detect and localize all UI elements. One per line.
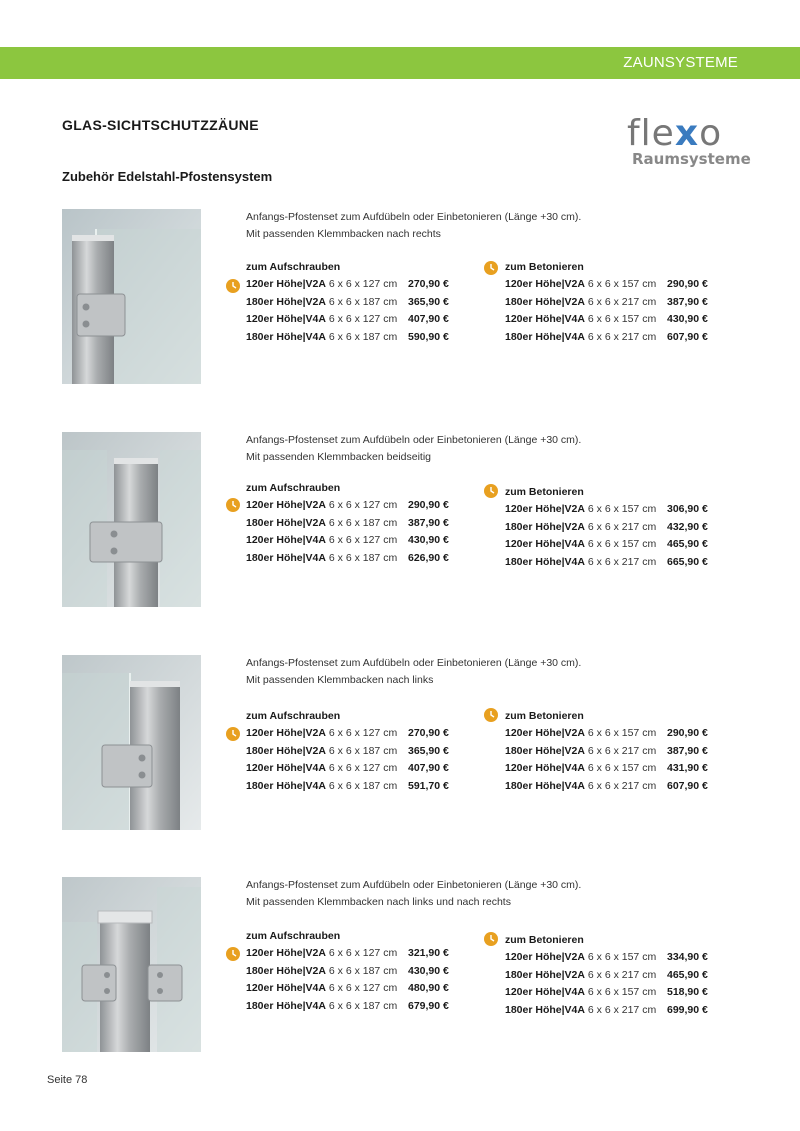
variant-dimensions: 6 x 6 x 217 cm xyxy=(587,779,657,792)
price-row xyxy=(246,311,461,329)
variant-name: 120er Höhe|V4A xyxy=(505,986,585,998)
variant-price: 321,90 € xyxy=(408,947,449,959)
variant-dimensions: 6 x 6 x 187 cm xyxy=(328,551,398,564)
price-row xyxy=(505,536,720,554)
table-title: zum Betonieren xyxy=(505,934,584,946)
variant-name: 120er Höhe|V2A xyxy=(505,727,585,739)
clock-icon xyxy=(226,498,240,512)
table-title: zum Aufschrauben xyxy=(246,261,341,273)
variant-price: 607,90 € xyxy=(667,330,708,343)
price-row xyxy=(505,743,720,761)
variant-name: 120er Höhe|V4A xyxy=(246,534,326,546)
variant-dimensions: 6 x 6 x 217 cm xyxy=(587,1003,657,1016)
variant-price: 431,90 € xyxy=(667,762,708,774)
description-line: Mit passenden Klemmbacken beidseitig xyxy=(246,451,432,463)
price-row xyxy=(246,963,461,981)
price-row xyxy=(505,294,720,312)
variant-price: 365,90 € xyxy=(408,295,449,308)
variant-price: 590,90 € xyxy=(408,330,449,343)
price-row xyxy=(505,967,720,985)
clock-icon xyxy=(484,708,498,722)
description-line: Anfangs-Pfostenset zum Aufdübeln oder Einbetonieren (Länge +30 cm). xyxy=(246,879,582,891)
product-photo xyxy=(62,209,201,384)
variant-dimensions: 6 x 6 x 157 cm xyxy=(587,278,657,290)
variant-price: 430,90 € xyxy=(408,534,449,546)
variant-name: 120er Höhe|V2A xyxy=(246,727,326,739)
variant-price: 699,90 € xyxy=(667,1003,708,1016)
variant-dimensions: 6 x 6 x 127 cm xyxy=(328,499,398,511)
variant-dimensions: 6 x 6 x 217 cm xyxy=(587,330,657,343)
price-row xyxy=(246,276,461,294)
variant-price: 387,90 € xyxy=(667,295,708,308)
variant-name: 120er Höhe|V4A xyxy=(505,538,585,550)
product-description xyxy=(246,655,581,689)
variant-dimensions: 6 x 6 x 217 cm xyxy=(587,295,657,308)
price-row xyxy=(246,778,461,796)
variant-name: 120er Höhe|V2A xyxy=(505,503,585,515)
variant-price: 270,90 € xyxy=(408,278,449,290)
price-row xyxy=(505,725,720,743)
price-row xyxy=(505,554,720,572)
variant-name: 120er Höhe|V2A xyxy=(246,278,326,290)
price-row xyxy=(246,725,461,743)
variant-price: 365,90 € xyxy=(408,744,449,757)
table-title: zum Betonieren xyxy=(505,486,584,498)
description-line: Mit passenden Klemmbacken nach rechts xyxy=(246,228,441,240)
price-table-betonieren xyxy=(505,259,720,346)
product-block xyxy=(0,655,800,845)
table-title: zum Aufschrauben xyxy=(246,710,341,722)
variant-name: 120er Höhe|V4A xyxy=(505,313,585,325)
variant-name: 180er Höhe|V2A xyxy=(246,744,326,757)
description-line: Anfangs-Pfostenset zum Aufdübeln oder Einbetonieren (Länge +30 cm). xyxy=(246,434,582,446)
variant-name: 180er Höhe|V2A xyxy=(246,295,326,308)
variant-name: 180er Höhe|V2A xyxy=(505,520,585,533)
product-block xyxy=(0,877,800,1067)
variant-name: 180er Höhe|V4A xyxy=(246,779,326,792)
price-row xyxy=(505,519,720,537)
logo-word: flexo xyxy=(627,113,723,154)
price-row xyxy=(246,945,461,963)
variant-dimensions: 6 x 6 x 217 cm xyxy=(587,968,657,981)
price-row xyxy=(505,1002,720,1020)
product-photo xyxy=(62,877,201,1052)
variant-name: 120er Höhe|V2A xyxy=(505,278,585,290)
price-row xyxy=(246,515,461,533)
variant-dimensions: 6 x 6 x 127 cm xyxy=(328,313,398,325)
variant-dimensions: 6 x 6 x 187 cm xyxy=(328,330,398,343)
variant-price: 679,90 € xyxy=(408,999,449,1012)
variant-dimensions: 6 x 6 x 127 cm xyxy=(328,727,398,739)
price-row xyxy=(246,760,461,778)
price-row xyxy=(246,743,461,761)
price-row xyxy=(505,329,720,347)
variant-name: 180er Höhe|V4A xyxy=(246,999,326,1012)
price-table-betonieren xyxy=(505,708,720,795)
variant-name: 180er Höhe|V2A xyxy=(246,516,326,529)
page-title: GLAS-SICHTSCHUTZZÄUNE xyxy=(62,117,259,133)
variant-price: 306,90 € xyxy=(667,503,708,515)
variant-name: 120er Höhe|V2A xyxy=(246,499,326,511)
variant-name: 180er Höhe|V4A xyxy=(505,555,585,568)
variant-price: 407,90 € xyxy=(408,313,449,325)
variant-price: 290,90 € xyxy=(667,278,708,290)
variant-name: 180er Höhe|V4A xyxy=(246,551,326,564)
price-table-aufschrauben xyxy=(246,480,461,567)
clock-icon xyxy=(226,727,240,741)
table-title: zum Betonieren xyxy=(505,710,584,722)
variant-dimensions: 6 x 6 x 187 cm xyxy=(328,964,398,977)
variant-dimensions: 6 x 6 x 217 cm xyxy=(587,555,657,568)
variant-price: 591,70 € xyxy=(408,779,449,792)
variant-name: 180er Höhe|V4A xyxy=(505,779,585,792)
variant-dimensions: 6 x 6 x 127 cm xyxy=(328,278,398,290)
variant-price: 626,90 € xyxy=(408,551,449,564)
brand-logo xyxy=(627,113,751,178)
price-table-betonieren xyxy=(505,932,720,1019)
price-row xyxy=(505,311,720,329)
variant-dimensions: 6 x 6 x 157 cm xyxy=(587,951,657,963)
product-block xyxy=(0,432,800,622)
price-table-betonieren xyxy=(505,484,720,571)
product-description xyxy=(246,209,581,243)
variant-dimensions: 6 x 6 x 217 cm xyxy=(587,744,657,757)
variant-dimensions: 6 x 6 x 187 cm xyxy=(328,295,398,308)
variant-dimensions: 6 x 6 x 127 cm xyxy=(328,982,398,994)
variant-price: 607,90 € xyxy=(667,779,708,792)
variant-dimensions: 6 x 6 x 187 cm xyxy=(328,516,398,529)
variant-dimensions: 6 x 6 x 157 cm xyxy=(587,538,657,550)
clock-icon xyxy=(226,279,240,293)
variant-dimensions: 6 x 6 x 187 cm xyxy=(328,744,398,757)
description-line: Mit passenden Klemmbacken nach links und nach rechts xyxy=(246,896,511,908)
variant-dimensions: 6 x 6 x 217 cm xyxy=(587,520,657,533)
variant-name: 120er Höhe|V4A xyxy=(505,762,585,774)
description-line: Anfangs-Pfostenset zum Aufdübeln oder Einbetonieren (Länge +30 cm). xyxy=(246,211,582,223)
product-photo xyxy=(62,655,201,830)
variant-price: 290,90 € xyxy=(408,499,449,511)
clock-icon xyxy=(484,484,498,498)
variant-dimensions: 6 x 6 x 127 cm xyxy=(328,534,398,546)
table-title: zum Aufschrauben xyxy=(246,482,341,494)
variant-price: 407,90 € xyxy=(408,762,449,774)
price-row xyxy=(505,501,720,519)
variant-name: 120er Höhe|V4A xyxy=(246,762,326,774)
price-row xyxy=(246,550,461,568)
variant-name: 180er Höhe|V4A xyxy=(505,330,585,343)
variant-price: 430,90 € xyxy=(408,964,449,977)
price-row xyxy=(246,329,461,347)
variant-name: 180er Höhe|V2A xyxy=(246,964,326,977)
description-line: Mit passenden Klemmbacken nach links xyxy=(246,674,434,686)
price-row xyxy=(505,949,720,967)
page-subtitle: Zubehör Edelstahl-Pfostensystem xyxy=(62,169,273,184)
variant-dimensions: 6 x 6 x 157 cm xyxy=(587,313,657,325)
variant-dimensions: 6 x 6 x 157 cm xyxy=(587,986,657,998)
variant-price: 480,90 € xyxy=(408,982,449,994)
variant-price: 387,90 € xyxy=(667,744,708,757)
variant-dimensions: 6 x 6 x 157 cm xyxy=(587,727,657,739)
price-row xyxy=(505,276,720,294)
clock-icon xyxy=(484,932,498,946)
price-table-aufschrauben xyxy=(246,259,461,346)
clock-icon xyxy=(484,261,498,275)
section-band xyxy=(0,47,800,79)
table-title: zum Aufschrauben xyxy=(246,930,341,942)
variant-price: 465,90 € xyxy=(667,968,708,981)
price-row xyxy=(505,984,720,1002)
variant-price: 387,90 € xyxy=(408,516,449,529)
variant-name: 180er Höhe|V2A xyxy=(505,744,585,757)
variant-price: 465,90 € xyxy=(667,538,708,550)
table-title: zum Betonieren xyxy=(505,261,584,273)
variant-price: 334,90 € xyxy=(667,951,708,963)
variant-dimensions: 6 x 6 x 187 cm xyxy=(328,999,398,1012)
variant-dimensions: 6 x 6 x 187 cm xyxy=(328,779,398,792)
variant-dimensions: 6 x 6 x 127 cm xyxy=(328,762,398,774)
price-row xyxy=(246,294,461,312)
product-block xyxy=(0,209,800,399)
variant-price: 665,90 € xyxy=(667,555,708,568)
page-number: Seite 78 xyxy=(47,1074,88,1086)
logo-subline: Raumsysteme xyxy=(632,150,751,168)
variant-name: 120er Höhe|V2A xyxy=(246,947,326,959)
price-row xyxy=(246,532,461,550)
variant-price: 270,90 € xyxy=(408,727,449,739)
product-description xyxy=(246,877,581,911)
clock-icon xyxy=(226,947,240,961)
product-description xyxy=(246,432,581,466)
section-title: ZAUNSYSTEME xyxy=(623,54,738,71)
description-line: Anfangs-Pfostenset zum Aufdübeln oder Einbetonieren (Länge +30 cm). xyxy=(246,657,582,669)
variant-price: 518,90 € xyxy=(667,986,708,998)
variant-dimensions: 6 x 6 x 157 cm xyxy=(587,762,657,774)
variant-dimensions: 6 x 6 x 157 cm xyxy=(587,503,657,515)
variant-price: 432,90 € xyxy=(667,520,708,533)
price-row xyxy=(505,778,720,796)
variant-name: 180er Höhe|V4A xyxy=(505,1003,585,1016)
variant-name: 180er Höhe|V2A xyxy=(505,295,585,308)
price-row xyxy=(505,760,720,778)
variant-name: 120er Höhe|V4A xyxy=(246,982,326,994)
variant-name: 120er Höhe|V4A xyxy=(246,313,326,325)
variant-name: 120er Höhe|V2A xyxy=(505,951,585,963)
product-photo xyxy=(62,432,201,607)
variant-name: 180er Höhe|V2A xyxy=(505,968,585,981)
price-row xyxy=(246,497,461,515)
variant-price: 290,90 € xyxy=(667,727,708,739)
price-row xyxy=(246,998,461,1016)
variant-price: 430,90 € xyxy=(667,313,708,325)
price-table-aufschrauben xyxy=(246,708,461,795)
price-table-aufschrauben xyxy=(246,928,461,1015)
variant-name: 180er Höhe|V4A xyxy=(246,330,326,343)
price-row xyxy=(246,980,461,998)
variant-dimensions: 6 x 6 x 127 cm xyxy=(328,947,398,959)
